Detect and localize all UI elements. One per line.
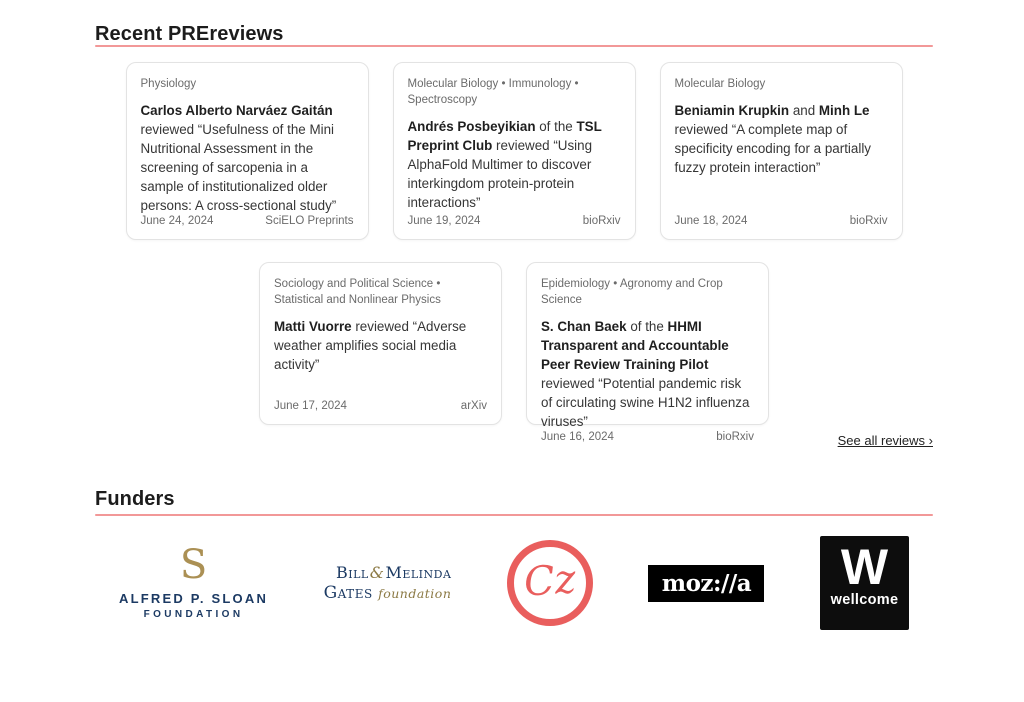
review-text: Andrés Posbeyikian of the TSL Preprint Club reviewed “Using AlphaFold Multimer to discover interkingdom protein-protein interactions” [407,119,602,211]
gates-foundation-text: foundation [378,586,452,601]
wellcome-wordmark: wellcome [830,592,899,608]
preprint-server-badge: arXiv [460,400,487,412]
sloan-foundation-logo[interactable] [119,542,269,620]
gates-foundation-logo[interactable] [324,563,452,603]
sloan-name-text: ALFRED P. SLOAN [119,591,269,606]
review-card-footer [141,215,354,227]
wellcome-logo[interactable] [820,536,909,630]
review-card-footer [675,215,888,227]
czi-circle-icon [507,540,593,626]
review-card[interactable] [259,262,502,425]
gates-melinda-text: Melinda [385,563,452,582]
gates-gates-text: Gates [323,583,373,603]
review-topics: Sociology and Political Science • Statistical and Nonlinear Physics [274,278,441,307]
reviews-row-1 [95,62,933,240]
review-card-footer [541,431,754,443]
mozilla-logo[interactable] [648,565,764,602]
sloan-foundation-text: FOUNDATION [143,609,244,620]
wellcome-box-icon [820,536,909,630]
review-card-footer [408,215,621,227]
czi-logo[interactable] [507,540,593,626]
review-date: June 18, 2024 [674,215,748,227]
review-topics: Epidemiology • Agronomy and Crop Science [541,278,723,307]
recent-prereviews-heading: Recent PREreviews [95,23,284,45]
wellcome-w-icon: W [840,539,889,595]
review-date: June 16, 2024 [541,431,614,444]
preprint-server-badge: bioRxiv [582,215,621,227]
review-topics: Molecular Biology • Immunology • Spectroscopy [407,78,579,107]
section-divider [95,514,933,516]
review-text: Beniamin Krupkin and Minh Le reviewed “A complete map of specificity encoding for a partially fuzzy protein interaction” [674,103,871,176]
review-date: June 17, 2024 [274,400,347,412]
funders-logo-row [95,531,933,635]
gates-name-line1 [336,563,451,582]
review-text: S. Chan Baek of the HHMI Transparent and Accountable Peer Review Training Pilot reviewed “Potential pandemic risk of circulating swine H1N2 influenza viruses” [541,319,750,430]
czi-monogram-icon: Cz [522,556,578,606]
review-card[interactable] [526,262,769,444]
funders-heading: Funders [95,488,175,510]
page-content [95,0,933,702]
sloan-monogram-icon: S [179,542,208,588]
review-text: Carlos Alberto Narváez Gaitán reviewed “Usefulness of the Mini Nutritional Assessment in the screening of sarcopenia in a sample of institutionalized older persons: A cross-sectional study” [140,103,337,214]
gates-ampersand-icon: & [369,563,385,582]
preprint-server-badge: bioRxiv [716,431,754,444]
see-all-reviews-link[interactable]: See all reviews › [837,433,933,448]
gates-name-line2 [324,583,452,603]
review-card[interactable] [393,62,636,240]
review-card[interactable] [126,62,369,240]
mozilla-wordmark: moz://a [648,565,764,602]
review-text: Matti Vuorre reviewed “Adverse weather amplifies social media activity” [274,319,467,373]
review-topics: Molecular Biology [674,78,766,90]
preprint-server-badge: bioRxiv [849,215,888,227]
review-card[interactable] [660,62,903,240]
review-card-footer [274,400,487,412]
review-date: June 19, 2024 [407,215,481,227]
section-divider [95,45,933,47]
review-date: June 24, 2024 [140,215,214,228]
preprint-server-badge: SciELO Preprints [265,215,354,228]
gates-bill-text: Bill [335,563,369,582]
review-topics: Physiology [140,78,197,90]
